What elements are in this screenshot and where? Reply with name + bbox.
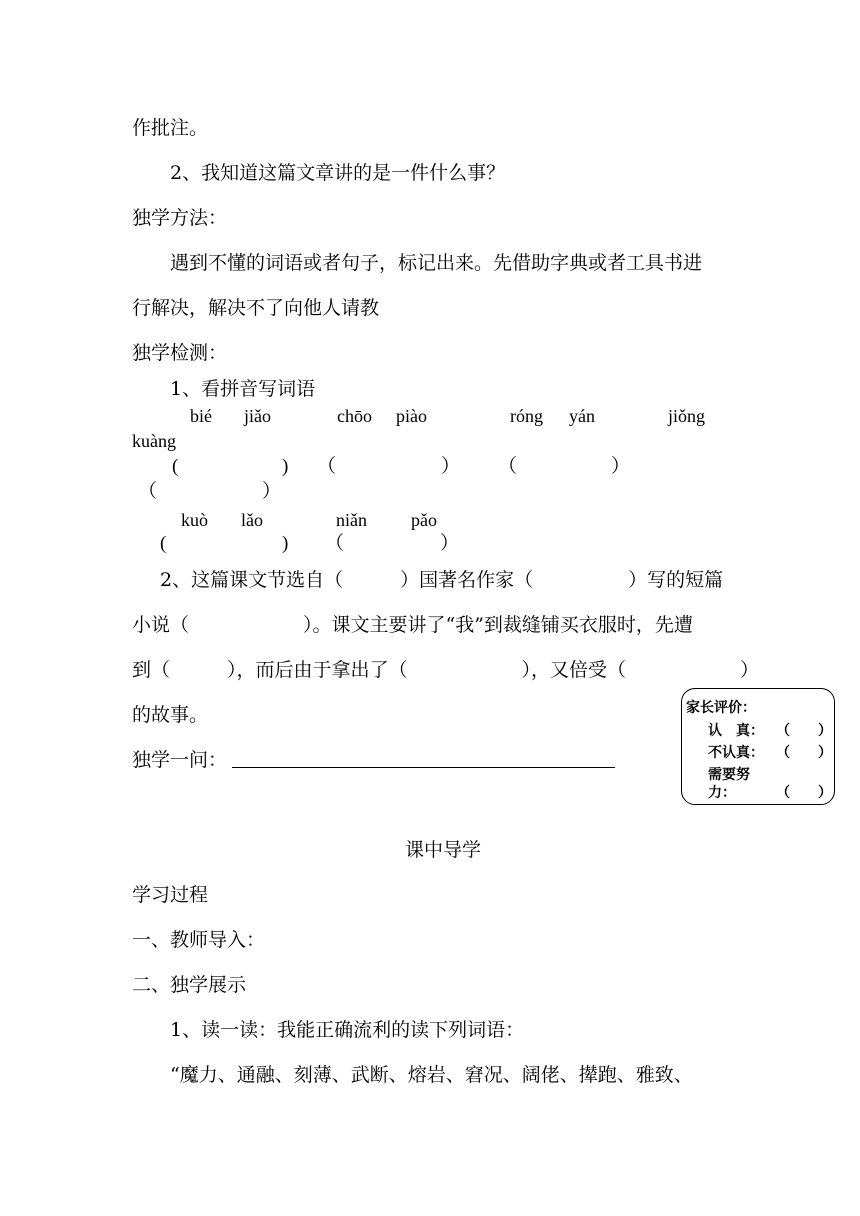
method-text-line-1: 遇到不懂的词语或者句子，标记出来。先借助字典或者工具书进	[170, 252, 703, 274]
answer-blank-open: (	[160, 533, 167, 554]
evaluation-label: 认 真：	[708, 723, 764, 739]
evaluation-row	[708, 766, 832, 802]
pinyin-syllable: bié	[190, 406, 212, 426]
check-heading: 独学检测：	[132, 342, 228, 364]
process-heading: 学习过程	[132, 884, 209, 906]
pinyin-syllable: pǎo	[411, 510, 437, 530]
pinyin-syllable: róng	[510, 406, 543, 426]
pinyin-syllable: niǎn	[336, 510, 367, 530]
method-text-line-2: 行解决，解决不了向他人请教	[132, 297, 380, 319]
evaluation-box: （ ）	[776, 745, 832, 761]
check-item-2-line-2: 小说（ ）。课文主要讲了“我”到裁缝铺买衣服时，先遭	[132, 614, 693, 636]
pinyin-syllable: kuò	[181, 510, 208, 530]
evaluation-box: （ ）	[776, 785, 832, 801]
evaluation-box: （ ）	[776, 723, 832, 739]
question-answer-line	[232, 767, 615, 768]
pinyin-syllable: piào	[396, 406, 427, 426]
text-line: 作批注。	[132, 117, 209, 139]
pinyin-syllable: lǎo	[241, 510, 263, 530]
method-heading: 独学方法：	[132, 207, 228, 229]
read-item: 1、读一读：我能正确流利的读下列词语：	[170, 1019, 525, 1041]
parent-evaluation-box	[681, 688, 835, 805]
pinyin-syllable: jiǒng	[668, 406, 706, 426]
answer-blank-close: )	[282, 456, 289, 477]
check-item-2-line-4: 的故事。	[132, 704, 209, 726]
pinyin-syllable: jiǎo	[244, 406, 271, 426]
step-1: 一、教师导入：	[132, 929, 266, 951]
answer-blank-open: （	[317, 456, 337, 477]
check-item-2-line-1: 2、这篇课文节选自（ ）国著名作家（ ）写的短篇	[160, 569, 724, 591]
answer-blank-close: ）	[611, 456, 631, 477]
evaluation-label: 不认真：	[708, 745, 764, 761]
answer-blank-close: ）	[262, 481, 282, 502]
parent-evaluation-title: 家长评价：	[686, 700, 756, 716]
answer-blank-open: （	[325, 533, 345, 554]
words-line: “魔力、通融、刻薄、武断、熔岩、窘况、阔佬、撵跑、雅致、	[170, 1064, 693, 1086]
answer-blank-close: )	[282, 533, 289, 554]
evaluation-label: 需要努力：	[708, 767, 750, 801]
answer-blank-close: ）	[441, 456, 461, 477]
step-2: 二、独学展示	[132, 974, 247, 996]
evaluation-row	[708, 744, 832, 762]
pinyin-syllable: yán	[569, 406, 595, 426]
question-label: 独学一问：	[132, 749, 228, 771]
answer-blank-open: (	[172, 456, 179, 477]
evaluation-row	[708, 722, 832, 740]
answer-blank-open: （	[498, 456, 518, 477]
check-item-2-line-3: 到（ ），而后由于拿出了（ ），又倍受（ ）	[132, 659, 760, 681]
question-2: 2、我知道这篇文章讲的是一件什么事？	[170, 162, 506, 184]
answer-blank-open: （	[138, 481, 158, 502]
section-title: 课中导学	[405, 839, 482, 861]
answer-blank-close: ）	[440, 533, 460, 554]
check-item-1: 1、看拼音写词语	[170, 378, 316, 400]
pinyin-syllable: kuàng	[132, 431, 176, 451]
pinyin-syllable: chōo	[337, 406, 372, 426]
